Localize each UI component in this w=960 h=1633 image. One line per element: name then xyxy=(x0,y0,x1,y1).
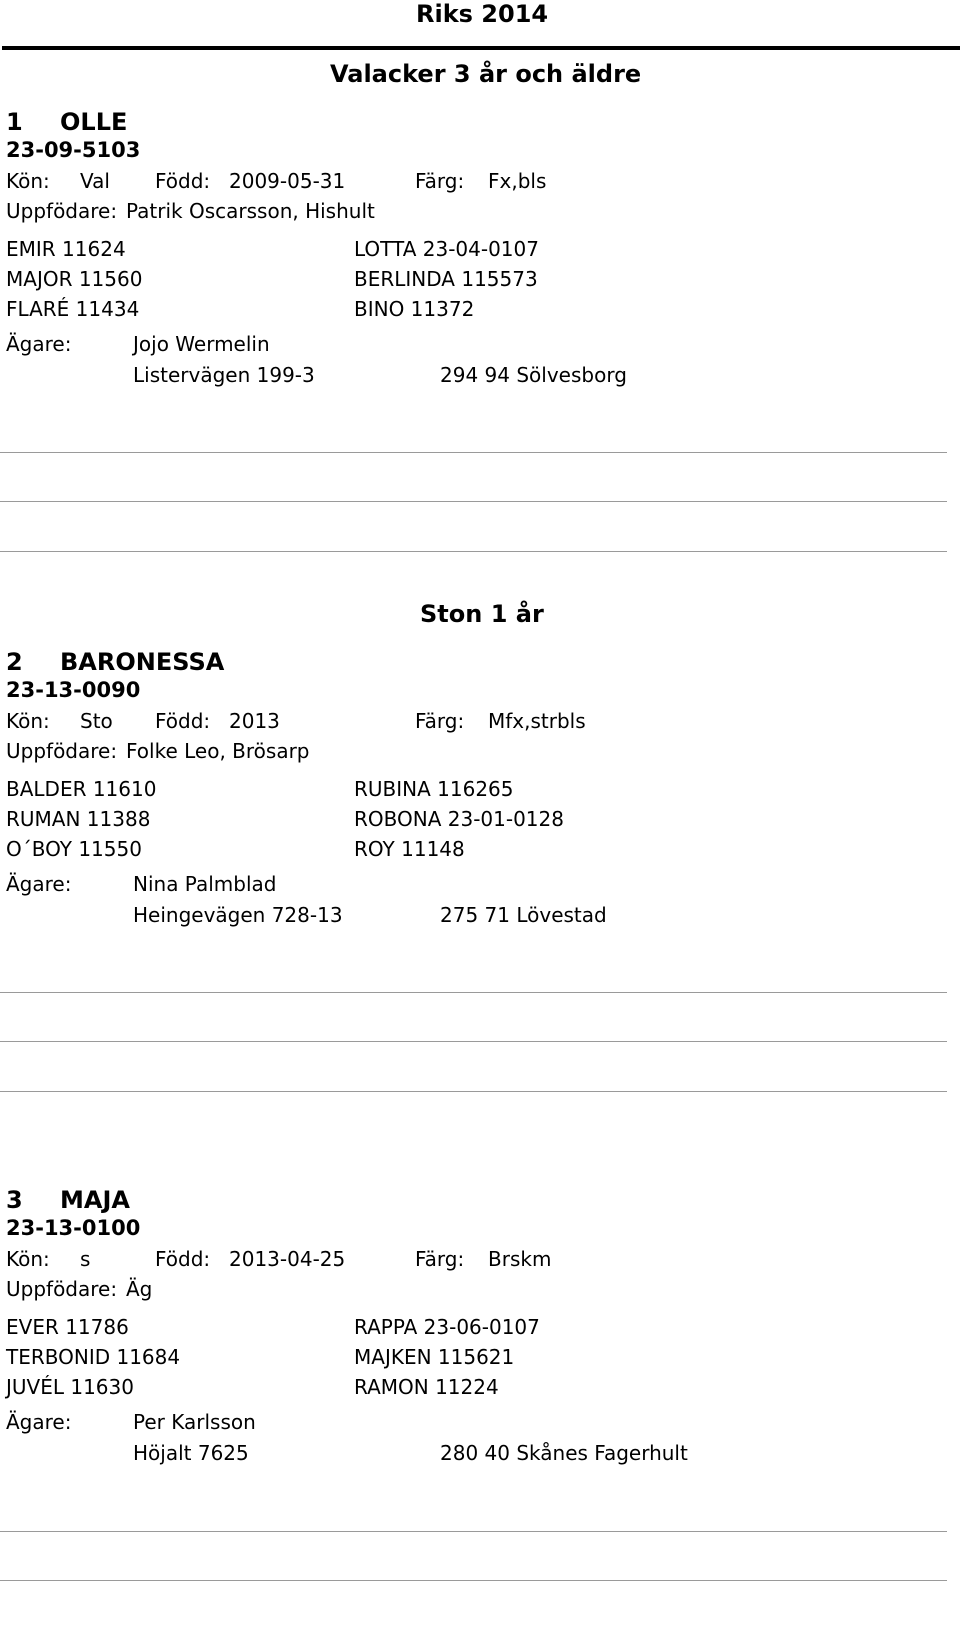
pedigree-dam: LOTTA 23-04-0107 xyxy=(354,237,539,261)
horse-reg-number: 23-09-5103 xyxy=(6,138,141,162)
uppfodare-value: Äg xyxy=(126,1277,153,1301)
horse-reg-number: 23-13-0090 xyxy=(6,678,141,702)
divider xyxy=(0,452,947,453)
horse-reg-number: 23-13-0100 xyxy=(6,1216,141,1240)
owner-city: 280 40 Skånes Fagerhult xyxy=(440,1441,688,1465)
pedigree-sire-dam: O´BOY 11550 xyxy=(6,837,142,861)
owner-name: Per Karlsson xyxy=(133,1410,256,1434)
kon-value: Sto xyxy=(80,709,113,733)
fodd-label: Född: xyxy=(155,1247,211,1271)
horse-name: BARONESSA xyxy=(60,648,225,676)
pedigree-sire-dam: FLARÉ 11434 xyxy=(6,297,140,321)
farg-label: Färg: xyxy=(415,169,465,193)
pedigree-sire: EVER 11786 xyxy=(6,1315,129,1339)
agare-label: Ägare: xyxy=(6,1410,72,1434)
pedigree-dam-dam: BINO 11372 xyxy=(354,297,475,321)
kon-value: Val xyxy=(80,169,110,193)
pedigree-sire: EMIR 11624 xyxy=(6,237,126,261)
divider xyxy=(0,1041,947,1042)
divider xyxy=(0,1580,947,1581)
pedigree-sire-dam: JUVÉL 11630 xyxy=(6,1375,134,1399)
divider xyxy=(0,501,947,502)
pedigree-dam-dam: RAMON 11224 xyxy=(354,1375,499,1399)
fodd-label: Född: xyxy=(155,709,211,733)
section-title: Ston 1 år xyxy=(420,600,544,628)
agare-label: Ägare: xyxy=(6,332,72,356)
pedigree-dam: RAPPA 23-06-0107 xyxy=(354,1315,540,1339)
pedigree-sire-sire: MAJOR 11560 xyxy=(6,267,143,291)
pedigree-sire-sire: TERBONID 11684 xyxy=(6,1345,181,1369)
owner-street: Höjalt 7625 xyxy=(133,1441,249,1465)
pedigree-sire: BALDER 11610 xyxy=(6,777,157,801)
horse-name: OLLE xyxy=(60,108,128,136)
kon-label: Kön: xyxy=(6,1247,50,1271)
fodd-value: 2013-04-25 xyxy=(229,1247,346,1271)
farg-value: Brskm xyxy=(488,1247,552,1271)
owner-name: Jojo Wermelin xyxy=(133,332,270,356)
pedigree-dam-dam: ROY 11148 xyxy=(354,837,465,861)
uppfodare-value: Patrik Oscarsson, Hishult xyxy=(126,199,375,223)
owner-street: Listervägen 199-3 xyxy=(133,363,315,387)
fodd-value: 2009-05-31 xyxy=(229,169,346,193)
farg-label: Färg: xyxy=(415,1247,465,1271)
horse-number: 2 xyxy=(6,648,23,676)
farg-value: Mfx,strbls xyxy=(488,709,586,733)
uppfodare-value: Folke Leo, Brösarp xyxy=(126,739,310,763)
pedigree-dam: RUBINA 116265 xyxy=(354,777,514,801)
pedigree-dam-sire: ROBONA 23-01-0128 xyxy=(354,807,564,831)
divider xyxy=(0,1531,947,1532)
fodd-label: Född: xyxy=(155,169,211,193)
owner-name: Nina Palmblad xyxy=(133,872,277,896)
uppfodare-label: Uppfödare: xyxy=(6,1277,118,1301)
owner-city: 294 94 Sölvesborg xyxy=(440,363,627,387)
divider xyxy=(0,551,947,552)
farg-label: Färg: xyxy=(415,709,465,733)
page-title: Riks 2014 xyxy=(416,0,549,28)
owner-street: Heingevägen 728-13 xyxy=(133,903,343,927)
fodd-value: 2013 xyxy=(229,709,280,733)
kon-value: s xyxy=(80,1247,91,1271)
divider xyxy=(0,1091,947,1092)
uppfodare-label: Uppfödare: xyxy=(6,739,118,763)
horse-name: MAJA xyxy=(60,1186,130,1214)
pedigree-dam-sire: BERLINDA 115573 xyxy=(354,267,538,291)
agare-label: Ägare: xyxy=(6,872,72,896)
farg-value: Fx,bls xyxy=(488,169,547,193)
owner-city: 275 71 Lövestad xyxy=(440,903,607,927)
section-title: Valacker 3 år och äldre xyxy=(330,60,642,88)
kon-label: Kön: xyxy=(6,709,50,733)
uppfodare-label: Uppfödare: xyxy=(6,199,118,223)
kon-label: Kön: xyxy=(6,169,50,193)
horse-number: 1 xyxy=(6,108,23,136)
divider xyxy=(0,992,947,993)
horse-number: 3 xyxy=(6,1186,23,1214)
header-rule xyxy=(2,46,960,50)
pedigree-dam-sire: MAJKEN 115621 xyxy=(354,1345,515,1369)
pedigree-sire-sire: RUMAN 11388 xyxy=(6,807,151,831)
